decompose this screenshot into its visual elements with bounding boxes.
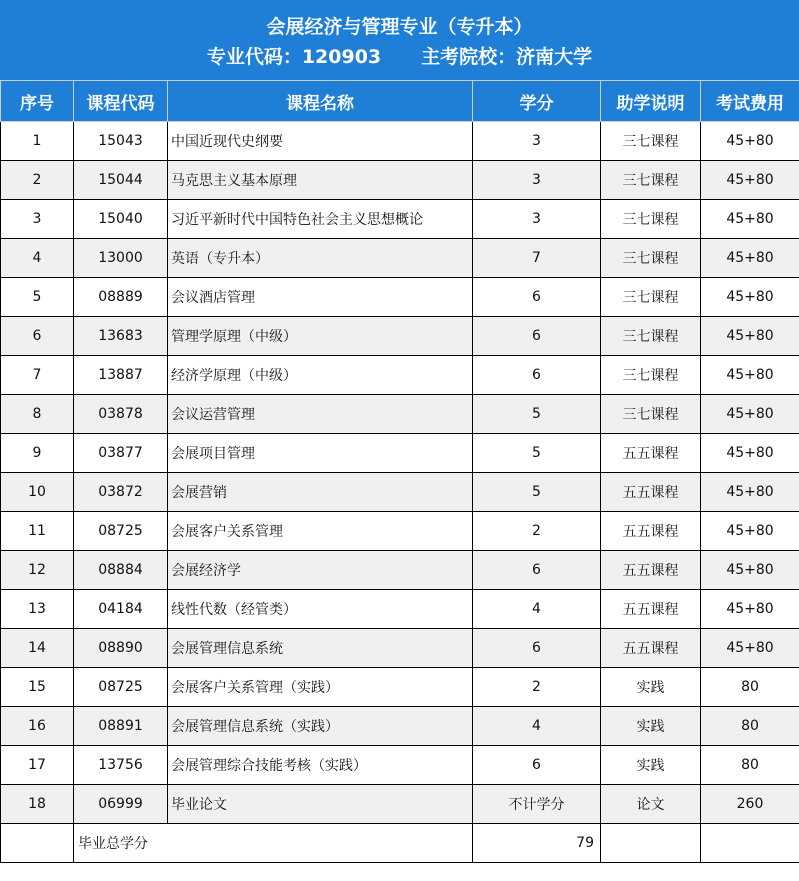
cell-code: 08890 <box>74 629 168 668</box>
cell-credit: 6 <box>473 317 601 356</box>
cell-code: 15040 <box>74 200 168 239</box>
cell-seq: 5 <box>1 278 74 317</box>
major-code: 专业代码：120903 <box>206 46 382 68</box>
cell-credit: 4 <box>473 707 601 746</box>
table-row <box>1 239 799 278</box>
cell-seq: 13 <box>1 590 74 629</box>
cell-support: 三七课程 <box>601 278 701 317</box>
cell-code: 15044 <box>74 161 168 200</box>
table-row <box>1 785 799 824</box>
cell-seq: 17 <box>1 746 74 785</box>
cell-support: 三七课程 <box>601 161 701 200</box>
major-title: 会展经济与管理专业（专升本） <box>266 16 533 38</box>
cell-code: 08884 <box>74 551 168 590</box>
cell-seq: 8 <box>1 395 74 434</box>
cell-name: 英语（专升本） <box>168 239 473 278</box>
cell-credit: 4 <box>473 590 601 629</box>
cell-support: 五五课程 <box>601 629 701 668</box>
cell-fee: 45+80 <box>701 395 799 434</box>
total-credits-label: 毕业总学分 <box>74 824 473 863</box>
cell-support: 实践 <box>601 746 701 785</box>
cell-credit: 3 <box>473 161 601 200</box>
table-row <box>1 395 799 434</box>
cell-name: 线性代数（经管类） <box>168 590 473 629</box>
cell-credit: 5 <box>473 434 601 473</box>
cell-fee: 45+80 <box>701 122 799 161</box>
col-header-code: 课程代码 <box>74 81 168 122</box>
cell-name: 会展客户关系管理（实践） <box>168 668 473 707</box>
col-header-seq: 序号 <box>1 81 74 122</box>
cell-name: 马克思主义基本原理 <box>168 161 473 200</box>
cell-name: 会议运营管理 <box>168 395 473 434</box>
cell-support: 五五课程 <box>601 512 701 551</box>
cell-seq: 6 <box>1 317 74 356</box>
cell-code: 03872 <box>74 473 168 512</box>
table-row <box>1 356 799 395</box>
cell-name: 中国近现代史纲要 <box>168 122 473 161</box>
cell-credit: 6 <box>473 551 601 590</box>
cell-code: 13000 <box>74 239 168 278</box>
cell-support: 实践 <box>601 668 701 707</box>
cell-seq: 7 <box>1 356 74 395</box>
cell-support: 三七课程 <box>601 200 701 239</box>
cell-name: 会展项目管理 <box>168 434 473 473</box>
cell-name: 会展营销 <box>168 473 473 512</box>
cell-code: 08725 <box>74 668 168 707</box>
major-subtitle <box>0 42 799 69</box>
total-row <box>1 824 799 863</box>
total-blank-cell <box>1 824 74 863</box>
host-school: 主考院校：济南大学 <box>421 46 593 68</box>
cell-fee: 45+80 <box>701 629 799 668</box>
cell-code: 13756 <box>74 746 168 785</box>
cell-name: 会展管理信息系统 <box>168 629 473 668</box>
cell-credit: 2 <box>473 512 601 551</box>
cell-name: 会展客户关系管理 <box>168 512 473 551</box>
cell-seq: 10 <box>1 473 74 512</box>
cell-support: 三七课程 <box>601 317 701 356</box>
total-credits-value: 79 <box>473 824 601 863</box>
cell-fee: 80 <box>701 746 799 785</box>
cell-name: 习近平新时代中国特色社会主义思想概论 <box>168 200 473 239</box>
table-row <box>1 122 799 161</box>
cell-seq: 2 <box>1 161 74 200</box>
table-row <box>1 473 799 512</box>
cell-fee: 45+80 <box>701 200 799 239</box>
table-row <box>1 278 799 317</box>
cell-support: 论文 <box>601 785 701 824</box>
cell-code: 06999 <box>74 785 168 824</box>
cell-fee: 45+80 <box>701 356 799 395</box>
col-header-credit: 学分 <box>473 81 601 122</box>
cell-code: 03877 <box>74 434 168 473</box>
cell-code: 03878 <box>74 395 168 434</box>
cell-code: 13887 <box>74 356 168 395</box>
cell-credit: 7 <box>473 239 601 278</box>
cell-fee: 45+80 <box>701 512 799 551</box>
table-row <box>1 200 799 239</box>
cell-support: 五五课程 <box>601 434 701 473</box>
cell-code: 08891 <box>74 707 168 746</box>
cell-code: 13683 <box>74 317 168 356</box>
cell-fee: 45+80 <box>701 473 799 512</box>
col-header-support: 助学说明 <box>601 81 701 122</box>
cell-support: 三七课程 <box>601 395 701 434</box>
table-row <box>1 512 799 551</box>
cell-fee: 45+80 <box>701 590 799 629</box>
cell-code: 08725 <box>74 512 168 551</box>
col-header-fee: 考试费用 <box>701 81 799 122</box>
cell-fee: 260 <box>701 785 799 824</box>
cell-fee: 80 <box>701 668 799 707</box>
table-row <box>1 317 799 356</box>
cell-credit: 不计学分 <box>473 785 601 824</box>
cell-fee: 45+80 <box>701 278 799 317</box>
cell-code: 08889 <box>74 278 168 317</box>
cell-support: 五五课程 <box>601 473 701 512</box>
cell-name: 会展经济学 <box>168 551 473 590</box>
cell-fee: 45+80 <box>701 551 799 590</box>
col-header-name: 课程名称 <box>168 81 473 122</box>
cell-credit: 6 <box>473 746 601 785</box>
cell-seq: 16 <box>1 707 74 746</box>
course-table <box>0 80 799 863</box>
table-row <box>1 746 799 785</box>
table-row <box>1 590 799 629</box>
cell-credit: 3 <box>473 122 601 161</box>
cell-credit: 6 <box>473 278 601 317</box>
cell-name: 毕业论文 <box>168 785 473 824</box>
cell-seq: 3 <box>1 200 74 239</box>
cell-code: 04184 <box>74 590 168 629</box>
cell-name: 会展管理综合技能考核（实践） <box>168 746 473 785</box>
cell-code: 15043 <box>74 122 168 161</box>
cell-seq: 11 <box>1 512 74 551</box>
cell-name: 管理学原理（中级） <box>168 317 473 356</box>
table-row <box>1 668 799 707</box>
cell-name: 会议酒店管理 <box>168 278 473 317</box>
header-row <box>1 81 799 122</box>
cell-support: 三七课程 <box>601 239 701 278</box>
cell-seq: 9 <box>1 434 74 473</box>
cell-seq: 15 <box>1 668 74 707</box>
cell-support: 三七课程 <box>601 356 701 395</box>
title-block <box>0 0 799 80</box>
cell-credit: 3 <box>473 200 601 239</box>
cell-seq: 4 <box>1 239 74 278</box>
cell-support: 三七课程 <box>601 122 701 161</box>
cell-name: 会展管理信息系统（实践） <box>168 707 473 746</box>
table-row <box>1 161 799 200</box>
cell-fee: 45+80 <box>701 239 799 278</box>
total-blank-cell <box>601 824 701 863</box>
cell-credit: 2 <box>473 668 601 707</box>
cell-seq: 1 <box>1 122 74 161</box>
cell-credit: 5 <box>473 395 601 434</box>
cell-support: 实践 <box>601 707 701 746</box>
cell-fee: 45+80 <box>701 317 799 356</box>
cell-credit: 5 <box>473 473 601 512</box>
table-row <box>1 434 799 473</box>
table-row <box>1 707 799 746</box>
cell-fee: 45+80 <box>701 161 799 200</box>
cell-fee: 45+80 <box>701 434 799 473</box>
cell-seq: 12 <box>1 551 74 590</box>
total-blank-cell <box>701 824 799 863</box>
table-row <box>1 629 799 668</box>
table-row <box>1 551 799 590</box>
cell-support: 五五课程 <box>601 590 701 629</box>
cell-fee: 80 <box>701 707 799 746</box>
cell-credit: 6 <box>473 629 601 668</box>
cell-seq: 18 <box>1 785 74 824</box>
cell-credit: 6 <box>473 356 601 395</box>
cell-support: 五五课程 <box>601 551 701 590</box>
cell-seq: 14 <box>1 629 74 668</box>
cell-name: 经济学原理（中级） <box>168 356 473 395</box>
